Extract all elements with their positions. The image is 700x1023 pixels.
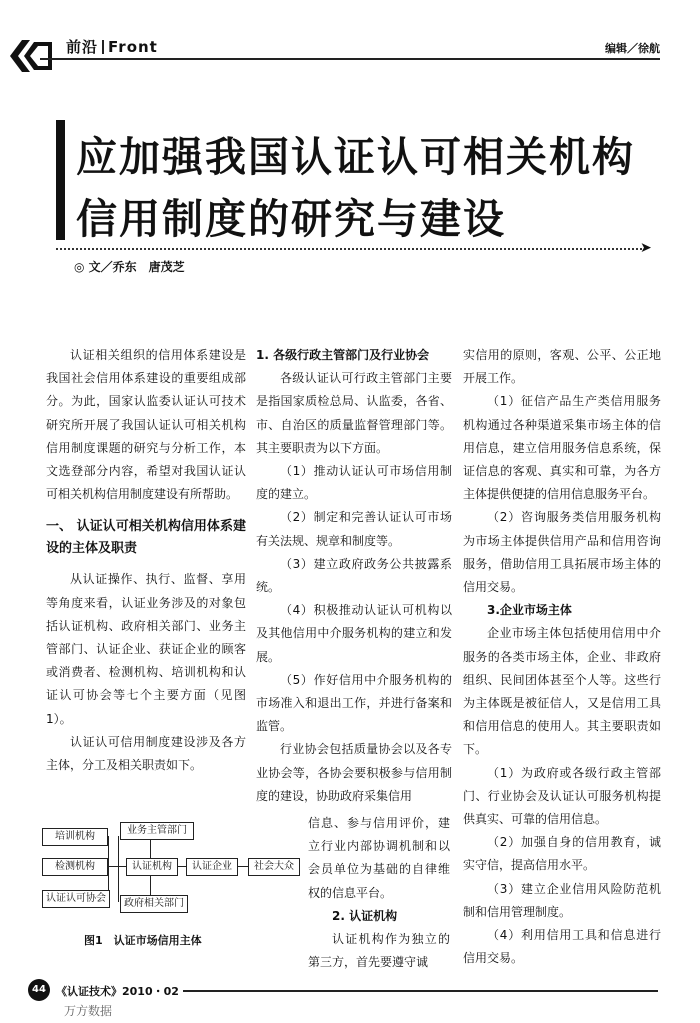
- article-title-line1: 应加强我国认证认可相关机构: [76, 133, 635, 181]
- list-item: （4）利用信用工具和信息进行信用交易。: [463, 928, 661, 966]
- node-gov-dept: 政府相关部门: [120, 895, 188, 913]
- column-2: [256, 344, 452, 808]
- section-heading: 一、 认证认可相关机构信用体系建设的主体及职责: [46, 519, 246, 557]
- node-cert-company: 认证企业: [186, 858, 238, 876]
- watermark: 万方数据: [64, 1004, 113, 1018]
- paragraph: 认证机构作为独立的第三方，首先要遵守诚: [308, 932, 450, 970]
- page-number: 44: [28, 979, 50, 1001]
- paragraph: 行业协会包括质量协会以及各专业协会等，各协会要积极参与信用制度的建设，协助政府采集信用: [256, 742, 452, 803]
- node-cert-body: 认证机构: [126, 858, 178, 876]
- rule-arrow-icon: ➤: [640, 240, 652, 256]
- article-title-line2: 信用制度的研究与建设: [76, 195, 506, 243]
- paragraph: 各级认证认可行政主管部门主要是指国家质检总局、认监委，各省、市、自治区的质量监督管理部门等。其主要职责为以下方面。: [256, 371, 452, 455]
- connector-line: [108, 866, 118, 867]
- section-label-en: Front: [108, 38, 158, 56]
- list-item: （2）咨询服务类信用服务机构为市场主体提供信用产品和信用咨询服务，借助信用工具拓展市场主体的信用交易。: [463, 510, 661, 595]
- node-public: 社会大众: [248, 858, 300, 876]
- node-training: 培训机构: [42, 828, 108, 846]
- list-item: （5）作好信用中介服务机构的市场准入和退出工作，并进行备案和监管。: [256, 672, 452, 734]
- list-item: （3）建立政府政务公共披露系统。: [256, 556, 452, 595]
- connector-line: [118, 866, 126, 867]
- author-byline: ◎ 文／乔东 唐茂芝: [74, 260, 185, 274]
- subheading: 2. 认证机构: [332, 908, 398, 923]
- node-association: 认证认可协会: [42, 890, 110, 908]
- paragraph: 从认证操作、执行、监督、享用等角度来看，认证业务涉及的对象包括认证机构、政府相关部门、业务主管部门、认证企业、获证企业的顾客或消费者、检测机构、培训机构和认证认可协会等七个主要方面（见图1）。: [46, 572, 246, 726]
- editor-credit: 编辑／徐航: [605, 42, 660, 55]
- connector-line: [150, 838, 151, 858]
- paragraph: 企业市场主体包括使用信用中介服务的各类市场主体，企业、非政府组织、民间团体甚至个人等。这些行为主体既是被征信人，又是信用工具和信用信息的使用人。其主要职责如下。: [463, 626, 661, 757]
- list-item: （4）积极推动认证认可机构以及其他信用中介服务机构的建立和发展。: [256, 603, 452, 664]
- node-testing: 检测机构: [42, 858, 108, 876]
- connector-line: [150, 875, 151, 895]
- list-item: （1）推动认证认可市场信用制度的建立。: [256, 464, 452, 502]
- title-dotted-rule: [56, 248, 646, 250]
- column-2-continued: [308, 812, 450, 974]
- paragraph: 实信用的原则，客观、公平、公正地开展工作。: [463, 348, 661, 386]
- list-item: （1）征信产品生产类信用服务机构通过各种渠道采集市场主体的信用信息，建立信用服务信息系统，保证信息的客观、真实和可靠，为各方主体提供便捷的信用信息服务平台。: [463, 394, 661, 502]
- figure-caption: 图1 认证市场信用主体: [84, 934, 202, 947]
- section-label-cn: 前沿: [66, 38, 99, 56]
- section-divider: [102, 40, 104, 54]
- subheading: 1. 各级行政主管部门及行业协会: [256, 348, 430, 362]
- journal-issue: 《认证技术》2010・02: [56, 983, 183, 999]
- connector-line: [118, 836, 119, 902]
- header-rule: [40, 58, 660, 60]
- paragraph: 认证相关组织的信用体系建设是我国社会信用体系建设的重要组成部分。为此，国家认监委认证认可技术研究所开展了我国认证认可相关机构信用制度课题的研究与分析工作，本文选登部分内容，希望对我国认证认可相关机构信用制度建设有所帮助。: [46, 348, 246, 502]
- list-item: （2）制定和完善认证认可市场有关法规、规章和制度等。: [256, 510, 452, 548]
- column-3: [463, 344, 661, 970]
- column-1: [46, 344, 246, 777]
- title-accent-bar: [56, 120, 65, 240]
- subheading: 3.企业市场主体: [487, 603, 572, 618]
- list-item: （1）为政府或各级行政主管部门、行业协会及认证认可服务机构提供真实、可靠的信用信息。: [463, 765, 661, 827]
- section-arrow-icon: [8, 36, 54, 76]
- list-item: （3）建立企业信用风险防范机制和信用管理制度。: [463, 881, 661, 919]
- node-business-dept: 业务主管部门: [120, 822, 194, 840]
- connector-line: [108, 836, 109, 898]
- paragraph: 认证认可信用制度建设涉及各方主体，分工及相关职责如下。: [46, 734, 246, 773]
- paragraph: 信息、参与信用评价，建立行业内部协调机制和以会员单位为基础的自律维权的信息平台。: [308, 816, 450, 900]
- section-label: [66, 36, 158, 57]
- list-item: （2）加强自身的信用教育，诚实守信，提高信用水平。: [463, 835, 661, 873]
